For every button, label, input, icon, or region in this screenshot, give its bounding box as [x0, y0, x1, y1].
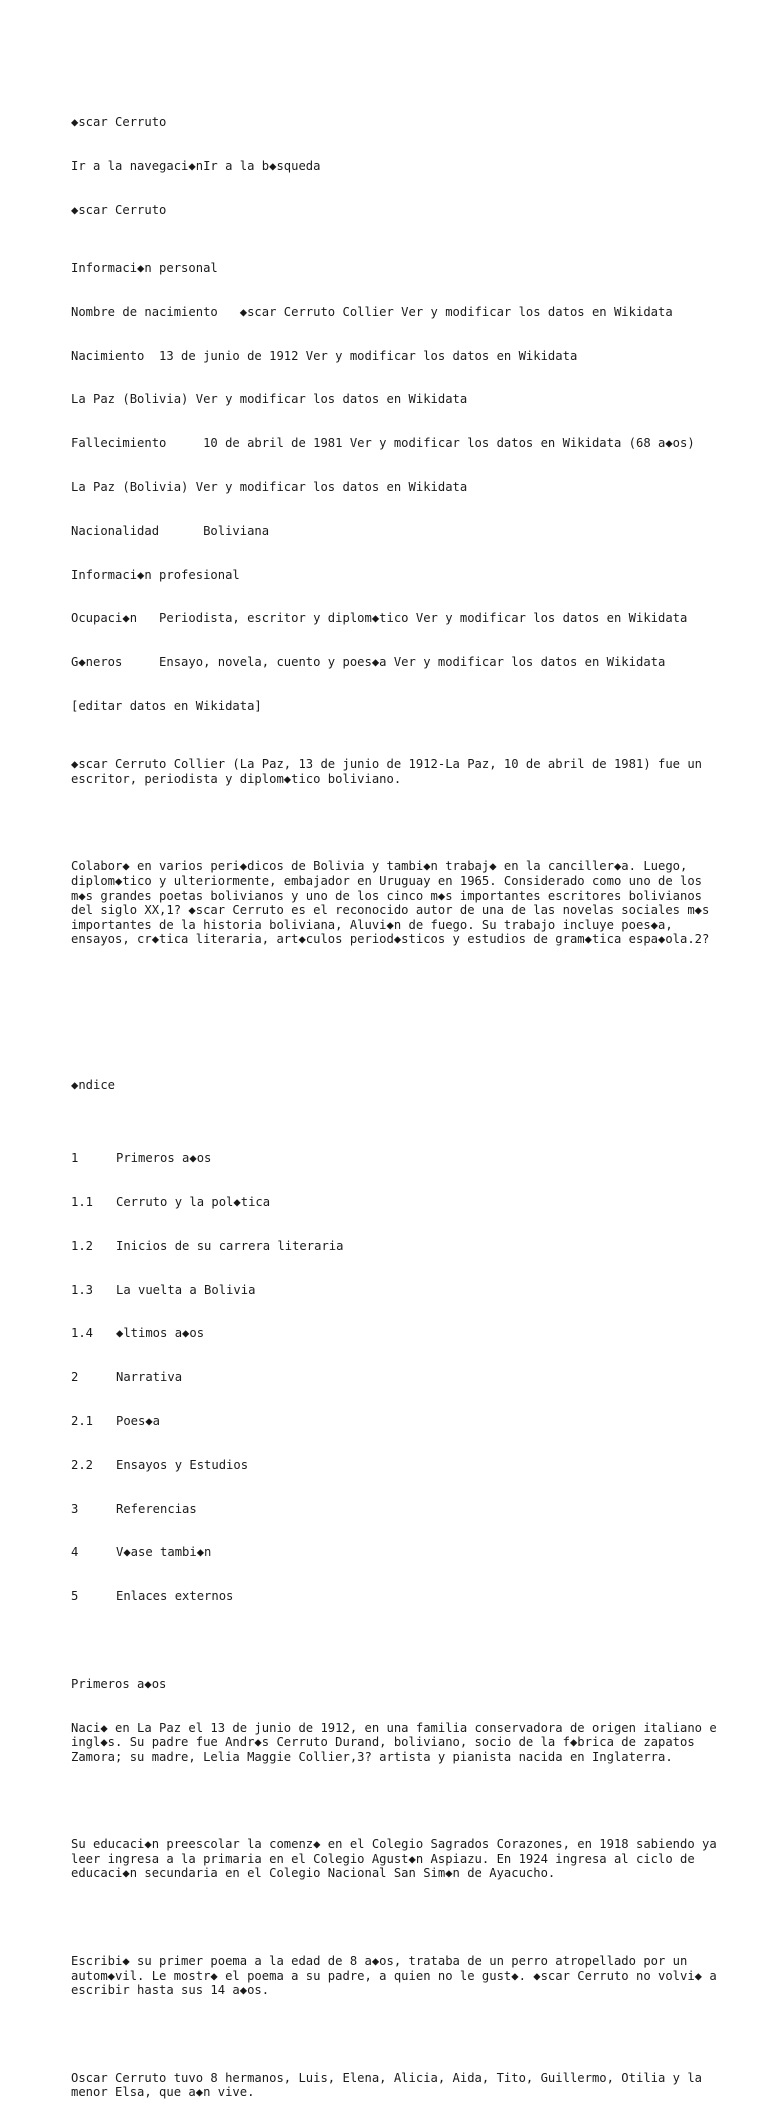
toc-item-number: 1 [71, 1151, 79, 1166]
toc-list [71, 1122, 721, 1633]
toc-item[interactable] [71, 1502, 721, 1517]
toc-item-number: 1.3 [71, 1282, 94, 1297]
infobox-birth-name: Nombre de nacimiento ◆scar Cerruto Collier Ver y modificar los datos en Wikidata [71, 304, 673, 319]
toc-item-number: 1.1 [71, 1195, 94, 1210]
section-heading: Primeros a◆os [71, 1676, 167, 1691]
infobox-birth: Nacimiento 13 de junio de 1912 Ver y modificar los datos en Wikidata [71, 348, 578, 363]
infobox-nationality: Nacionalidad Boliviana [71, 523, 270, 538]
toc-item-label: ◆ltimos a◆os [116, 1326, 205, 1341]
document-page [71, 86, 725, 2115]
toc-item[interactable] [71, 1151, 721, 1166]
section-paragraph-1: Naci◆ en La Paz el 13 de junio de 1912, en una familia conservadora de origen italiano e ingl◆s. Su padre fue Andr◆s Cerruto Durand, boliviano, socio de la f◆brica de zapatos Zamora; su madre, Lelia Maggie Collier,3? artista y pianista nacida en Inglaterra. [71, 1720, 725, 1764]
toc-item-number: 2.2 [71, 1457, 94, 1472]
toc-item-label: Poes◆a [116, 1414, 161, 1429]
toc-item-label: Ensayos y Estudios [116, 1457, 249, 1472]
toc-item-number: 2 [71, 1370, 79, 1385]
toc-item[interactable] [71, 1414, 721, 1429]
infobox-death: Fallecimiento 10 de abril de 1981 Ver y modificar los datos en Wikidata (68 a◆os) [71, 436, 695, 451]
edit-wikidata-link[interactable]: [editar datos en Wikidata] [71, 698, 262, 713]
toc-item[interactable] [71, 1195, 721, 1210]
nav-links[interactable]: Ir a la navegaci◆nIr a la b◆squeda [71, 158, 321, 173]
toc-item-label: Inicios de su carrera literaria [116, 1238, 344, 1253]
infobox-professional-heading: Informaci◆n profesional [71, 567, 240, 582]
toc-heading: ◆ndice [71, 1078, 116, 1093]
intro-paragraph-2: Colabor◆ en varios peri◆dicos de Bolivia y tambi◆n trabaj◆ en la canciller◆a. Luego, diplom◆tico y ulteriormente, embajador en Uruguay en 1965. Considerado como uno de los m◆s grandes poetas bolivianos y uno de los cinco m◆s importantes escritores bolivianos del siglo XX,1? ◆scar Cerruto es el reconocido autor de una de las novelas sociales m◆s importantes de la historia boliviana, Aluvi◆n de fuego. Su trabajo incluye poes◆a, ensayos, cr◆tica literaria, art◆culos period◆sticos y estudios de gram◆tica espa◆ola.2? [71, 859, 717, 947]
toc-item-label: Primeros a◆os [116, 1151, 212, 1166]
toc-item-label: V◆ase tambi◆n [116, 1545, 212, 1560]
page-subtitle: ◆scar Cerruto [71, 202, 167, 217]
toc-item[interactable] [71, 1589, 721, 1604]
toc-item[interactable] [71, 1283, 721, 1298]
toc-item-label: La vuelta a Bolivia [116, 1282, 256, 1297]
toc-item-number: 2.1 [71, 1414, 94, 1429]
section-paragraph-4: Oscar Cerruto tuvo 8 hermanos, Luis, Elena, Alicia, Aida, Tito, Guillermo, Otilia y la menor Elsa, que a◆n vive. [71, 2070, 710, 2100]
intro-paragraph-1: ◆scar Cerruto Collier (La Paz, 13 de junio de 1912-La Paz, 10 de abril de 1981) fue un escritor, periodista y diplom◆tico boliviano. [71, 757, 710, 786]
toc-item-label: Referencias [116, 1501, 197, 1516]
toc-item-number: 4 [71, 1545, 79, 1560]
toc-item-number: 1.2 [71, 1238, 94, 1253]
toc-item-label: Enlaces externos [116, 1589, 234, 1604]
toc-item-number: 3 [71, 1501, 79, 1516]
infobox-genres: G◆neros Ensayo, novela, cuento y poes◆a Ver y modificar los datos en Wikidata [71, 655, 666, 670]
infobox-personal-heading: Informaci◆n personal [71, 261, 218, 276]
toc-item-number: 1.4 [71, 1326, 94, 1341]
toc-item[interactable] [71, 1239, 721, 1254]
toc-item[interactable] [71, 1458, 721, 1473]
infobox-birth-place: La Paz (Bolivia) Ver y modificar los datos en Wikidata [71, 392, 468, 407]
toc-item-number: 5 [71, 1589, 79, 1604]
toc-item-label: Narrativa [116, 1370, 183, 1385]
infobox-death-place: La Paz (Bolivia) Ver y modificar los datos en Wikidata [71, 480, 468, 495]
toc-item[interactable] [71, 1545, 721, 1560]
toc-item[interactable] [71, 1370, 721, 1385]
section-paragraph-2: Su educaci◆n preescolar la comenz◆ en el Colegio Sagrados Corazones, en 1918 sabiendo ya leer ingresa a la primaria en el Colegio Agust◆n Aspiazu. En 1924 ingresa al ciclo de educaci◆n secundaria en el Colegio Nacional San Sim◆n de Ayacucho. [71, 1837, 725, 1881]
toc-item[interactable] [71, 1326, 721, 1341]
toc-item-label: Cerruto y la pol◆tica [116, 1195, 271, 1210]
page-title: ◆scar Cerruto [71, 115, 167, 130]
section-paragraph-3: Escribi◆ su primer poema a la edad de 8 a◆os, trataba de un perro atropellado por un autom◆vil. Le mostr◆ el poema a su padre, a quien no le gust◆. ◆scar Cerruto no volvi◆ a escribir hasta sus 14 a◆os. [71, 1954, 725, 1998]
infobox-occupation: Ocupaci◆n Periodista, escritor y diplom◆tico Ver y modificar los datos en Wikidata [71, 611, 688, 626]
